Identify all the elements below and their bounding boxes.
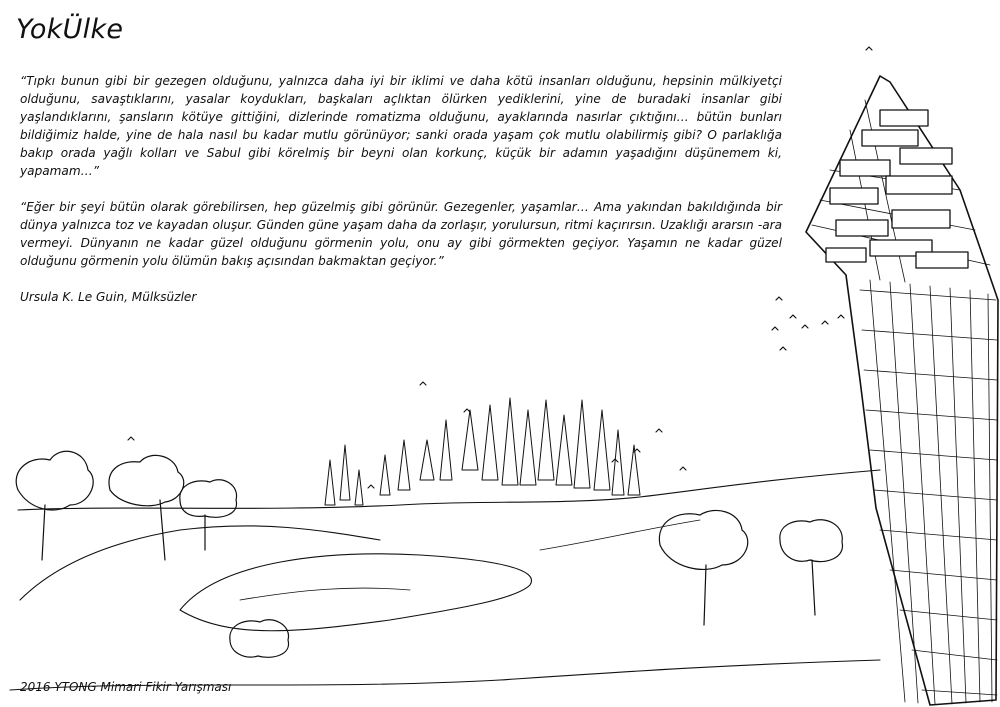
quote-paragraph-2: “Eğer bir şeyi bütün olarak görebilirsen, hep güzelmiş gibi görünür. Gezegenler, yaşamlar… Ama yakından bakıldığında bir dünya yalnızca toz ve kayadan oluşur. Günden güne yaşam daha da zorlaşır, yorulursun, ritmi kaçırırsın. Uzaklığı ararsın -ara vermeyi. Dünyanın ne kadar güzel olduğunu görmenin yolu, onu ay gibi görmekten geçiyor. Yaşamın ne kadar güzel olduğunu görmenin yolu ölümün bakış açısından bakmaktan geçiyor.” (20, 200, 782, 268)
birds (128, 382, 686, 488)
shrub-trees (16, 451, 842, 657)
quote-author: Ursula K. Le Guin, Mülksüzler (20, 290, 197, 304)
quote-paragraph-1: “Tıpkı bunun gibi bir gezegen olduğunu, yalnızca daha iyi bir iklimi ve daha kötü insanları olduğunu, hepsinin mülkiyetçi olduğunu, savaştıklarını, yasalar koydukları, başkaları açlıktan ölürken yediklerini, yine de buradaki insanlar gibi yaşlandıklarını, şansların kötüye gittiğini, dizlerinde romatizma olduğunu, ayaklarında nasırlar çıktığını… bütün bunları bildiğimiz halde, yine de hala nasıl bu kadar mutlu görünüyor; sanki orada yaşam çok mutlu olabilirmiş gibi? O parlaklığa bakıp orada yağlı kolları ve Sabul gibi körelmiş bir beyni olan korkunç, küçük bir adamın yaşadığını düşünemem ki, yapamam…” (20, 74, 782, 178)
poplar-trees (325, 398, 640, 505)
footer-credit: 2016 YTONG Mimari Fikir Yarışması (20, 680, 232, 694)
landscape-outline (10, 470, 880, 690)
tower-drawing (772, 47, 998, 705)
page-title: YokÜlke (16, 14, 124, 45)
